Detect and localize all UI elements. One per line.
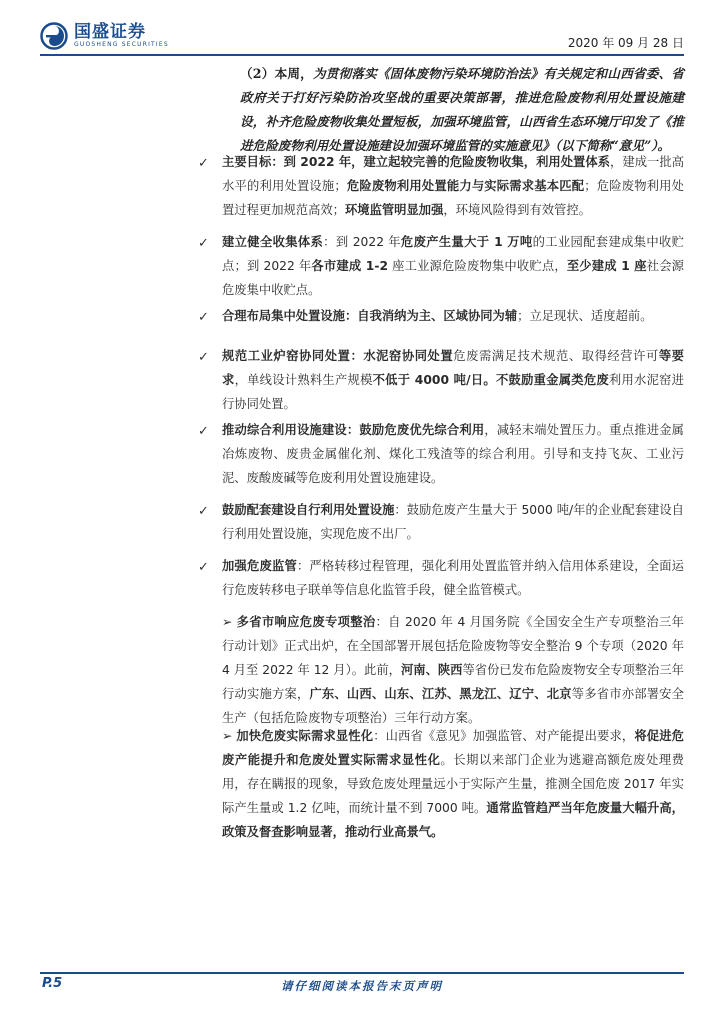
list-item-collection-system <box>222 230 684 302</box>
item-text: ；危险废物利用处置过程更加规范高效； <box>222 179 684 217</box>
arrow-icon: ➢ <box>222 615 233 629</box>
item-bold: 建立健全收集体系 <box>222 235 324 249</box>
item-bold: 规范工业炉窑协同处置：水泥窑协同处置 <box>222 349 454 363</box>
sub-bold: 河南、陕西 <box>400 663 463 677</box>
page-header <box>0 0 724 56</box>
check-icon: ✓ <box>198 560 209 575</box>
sub-bold: 加快危废实际需求显性化 <box>236 729 374 743</box>
footer-disclaimer: 请仔细阅读本报告末页声明 <box>281 979 443 993</box>
item-text: ，单线设计熟料生产规模 <box>234 373 373 387</box>
intro-lead: （2）本周， <box>240 66 313 81</box>
check-icon: ✓ <box>198 236 209 251</box>
intro-paragraph <box>240 62 684 158</box>
intro-text: 为贯彻落实《固体废物污染环境防治法》有关规定和山西省委、省政府关于打好污染防治攻坚战的重要决策部署，推进危险废物利用处置设施建设，补齐危险废物收集处置短板，加强环境监管，山西省生态环境厅印发了《推进危险废物利用处置设施建设加强环境监管的实施意见》（以下简称“意见”）。 <box>240 66 685 153</box>
item-text: ；立足现状、适度超前。 <box>517 309 653 323</box>
item-text: ：鼓励危废产生量大于 5000 吨/年的企业配套建设自行利用处置设施，实现危废不出厂。 <box>222 503 684 541</box>
sub-point-special-rectification <box>222 610 684 730</box>
item-text: 座工业源危险废物集中收贮点， <box>388 259 567 273</box>
sub-bold: 通常监管趋严当年危废量大幅升高，政策及督查影响显著，推动行业高景气。 <box>222 801 684 839</box>
item-text: 社会源危废集中收贮点。 <box>222 259 684 297</box>
item-text: ：到 2022 年 <box>323 235 401 249</box>
check-icon: ✓ <box>198 156 209 171</box>
list-item-layout <box>222 304 684 328</box>
list-item-supervision <box>222 554 684 602</box>
item-bold: 合理布局集中处置设施：自我消纳为主、区域协同为辅 <box>222 309 518 323</box>
logo-english-name: GUOSHENG SECURITIES <box>74 41 169 48</box>
list-item-main-goal <box>222 150 684 222</box>
list-item-utilization <box>222 418 684 490</box>
item-bold: 鼓励配套建设自行利用处置设施 <box>222 503 395 517</box>
sub-bold: 广东、山西、山东、江苏、黑龙江、辽宁、北京 <box>309 687 572 701</box>
page-number: P.5 <box>42 976 63 991</box>
list-item-self-disposal <box>222 498 684 546</box>
sub-text: 等省份已发布危险废物安全专项整治三年行动实施方案， <box>222 663 684 701</box>
item-bold: 至少建成 1 座 <box>566 259 647 273</box>
sub-text: 等多省市亦部署安全生产（包括危险废物专项整治）三年行动方案。 <box>222 687 684 725</box>
check-icon: ✓ <box>198 350 209 365</box>
company-logo <box>40 22 169 50</box>
item-text: ：严格转移过程管理，强化利用处置监管并纳入信用体系建设，全面运行危废转移电子联单等信息化监管手段，健全监管模式。 <box>222 559 684 597</box>
list-item-kiln <box>222 344 684 416</box>
item-bold: 危废产生量大于 1 万吨 <box>400 235 533 249</box>
item-bold: 等要求 <box>222 349 684 387</box>
item-text: ，建成一批高水平的利用处置设施； <box>222 155 684 193</box>
arrow-icon: ➢ <box>222 729 233 743</box>
item-bold: 不低于 4000 吨/日。不鼓励重金属类危废 <box>372 373 609 387</box>
sub-text: ：山西省《意见》加强监管、对产能提出要求， <box>373 729 635 743</box>
item-text: 的工业园配套建成集中收贮点；到 2022 年 <box>222 235 684 273</box>
report-date: 2020 年 09 月 28 日 <box>567 36 684 50</box>
item-bold: 环境监管明显加强 <box>344 203 444 217</box>
item-bold: 危险废物利用处置能力与实际需求基本匹配 <box>346 179 585 193</box>
sub-bold: 多省市响应危废专项整治 <box>236 615 376 629</box>
check-icon: ✓ <box>198 504 209 519</box>
header-divider <box>40 54 684 56</box>
item-text: ，减轻末端处置压力。重点推进金属冶炼废物、废贵金属催化剂、煤化工残渣等的综合利用。引导和支持飞灰、工业污泥、废酸废碱等危废利用处置设施建设。 <box>222 423 684 485</box>
sub-point-demand-visibility <box>222 724 684 844</box>
logo-chinese-name: 国盛证券 <box>74 22 146 42</box>
sub-text: 。长期以来部门企业为逃避高额危废处理费用，存在瞒报的现象，导致危废处理量远小于实际产生量，推测全国危废 2017 年实际产生量或 1.2 亿吨，而统计量不到 7000 吨。 <box>222 753 684 815</box>
check-icon: ✓ <box>198 310 209 325</box>
item-text: 利用水泥窑进行协同处置。 <box>222 373 684 411</box>
item-text: 危废需满足技术规范、取得经营许可 <box>453 349 659 363</box>
footer-divider <box>40 972 684 974</box>
item-bold: 各市建成 1-2 <box>311 259 389 273</box>
item-bold: 主要目标：到 2022 年，建立起较完善的危险废物收集，利用处置体系 <box>222 155 611 169</box>
item-bold: 推动综合利用设施建设：鼓励危废优先综合利用 <box>222 423 485 437</box>
sub-text: ：自 2020 年 4 月国务院《全国安全生产专项整治三年行动计划》正式出炉，在全国部署开展包括危险废物等安全整治 9 个专项（2020 年 4 月至 2022 年 12 月）。此前， <box>222 615 684 677</box>
item-bold: 加强危废监管 <box>222 559 297 573</box>
sub-bold: 将促进危废产能提升和危废处置实际需求显性化 <box>222 729 684 767</box>
item-text: ，环境风险得到有效管控。 <box>443 203 591 217</box>
check-icon: ✓ <box>198 424 209 439</box>
logo-icon <box>40 22 68 50</box>
